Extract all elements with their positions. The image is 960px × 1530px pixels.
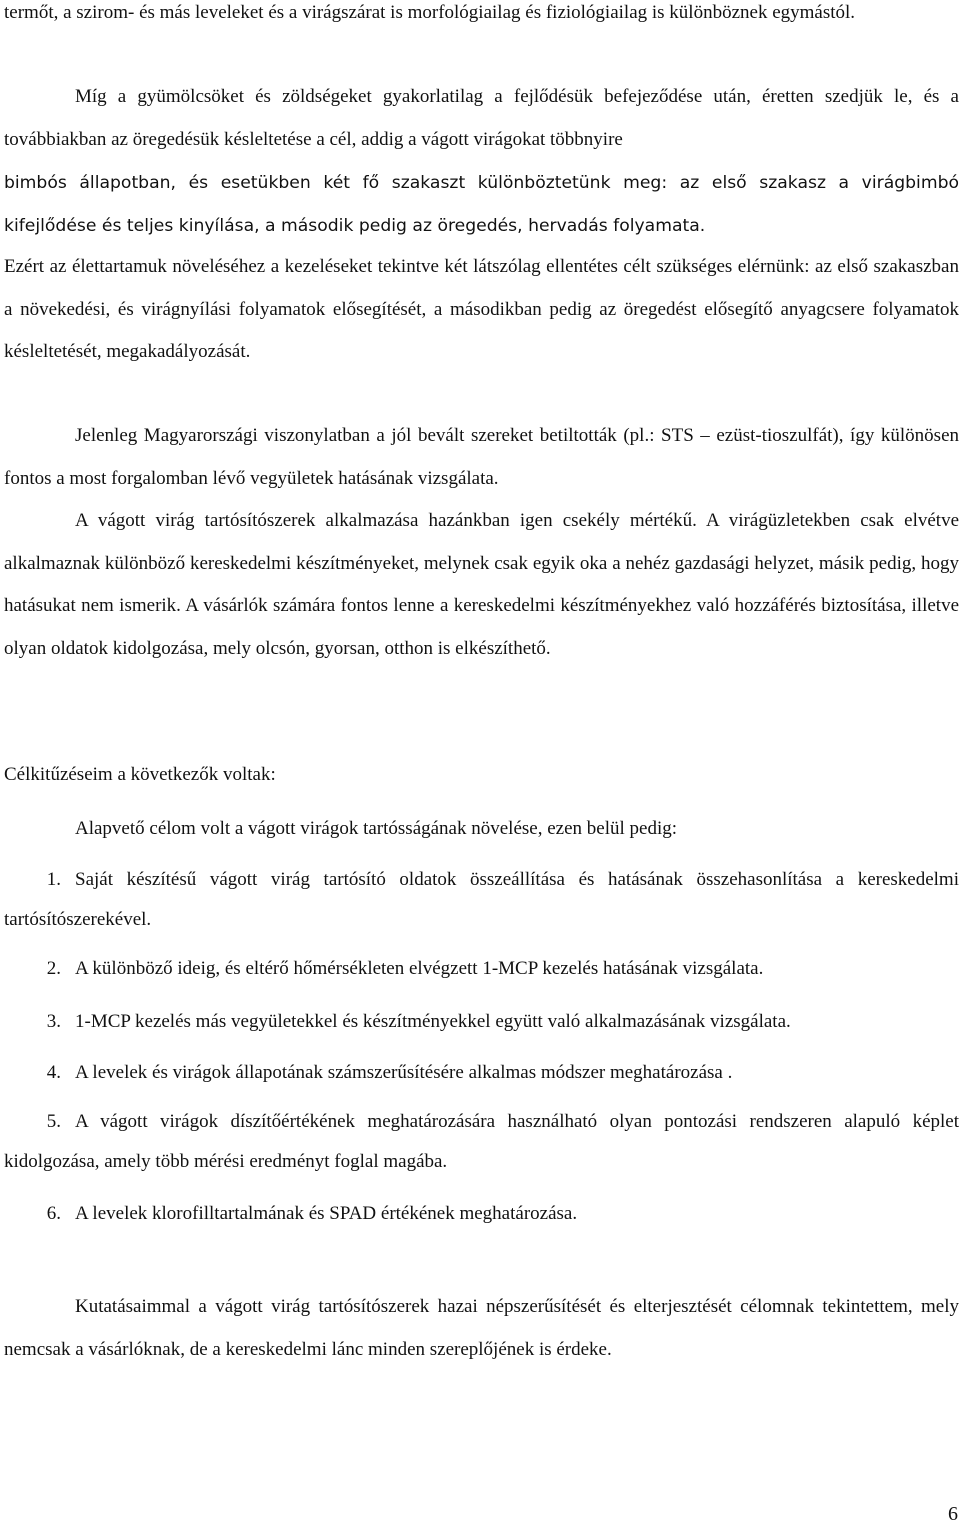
- list-number: 3.: [46, 1011, 61, 1032]
- list-item-text: A különböző ideig, és eltérő hőmérsékleten elvégzett 1-MCP kezelés hatásának vizsgálata.: [75, 958, 764, 979]
- list-item: [4, 1102, 959, 1182]
- section-heading: Célkitűzéseim a következők voltak:: [4, 764, 276, 785]
- paragraph-lifespan: Ezért az élettartamuk növeléséhez a kezeléseket tekintve két látszólag ellentétes célt szükséges elérnünk: az első szakaszban a növekedési, és virágnyílási folyamatok elősegítését, a másodikban pedig az öregedést elősegítő anyagcsere folyamatok késleltetését, megakadályozását.: [4, 256, 959, 362]
- list-number: 1.: [46, 869, 61, 890]
- list-number: 4.: [46, 1062, 61, 1083]
- paragraph-sts-ban: Jelenleg Magyarországi viszonylatban a jól bevált szereket betiltották (pl.: STS – ezüst-tioszulfát), így különösen fontos a most forgalomban lévő vegyületek hatásának vizsgálata.: [4, 425, 959, 489]
- list-number: 2.: [46, 958, 61, 979]
- list-item: [4, 1203, 959, 1225]
- list-item-text: A vágott virágok díszítőértékének meghatározására használható olyan pontozási rendszeren alapuló képlet kidolgozása, amely több mérési eredményt foglal magába.: [4, 1111, 959, 1172]
- paragraph-preservatives: A vágott virág tartósítószerek alkalmazása hazánkban igen csekély mértékű. A virágüzletekben csak elvétve alkalmaznak különböző kereskedelmi készítményeket, melynek csak egyik oka a nehéz gazdasági helyzet, másik pedig, hogy hatásukat nem ismerik. A vásárlók számára fontos lenne a kereskedelmi készítményekhez való hozzáférés biztosítása, illetve olyan oldatok kidolgozása, mely olcsón, gyorsan, otthon is elkészíthető.: [4, 510, 959, 659]
- page-number: 6: [948, 1503, 958, 1525]
- list-item: [4, 1062, 959, 1084]
- paragraph-continuation: termőt, a szirom- és más leveleket és a virágszárat is morfológiailag és fiziológiailag is különböznek egymástól.: [4, 2, 856, 23]
- list-number: 5.: [46, 1111, 61, 1132]
- paragraph-harvest-serif: Míg a gyümölcsöket és zöldségeket gyakorlatilag a fejlődésük befejeződése után, éretten szedjük le, és a továbbiakban az öregedésük késleltetése a cél, addig a vágott virágokat többnyire: [4, 86, 959, 150]
- list-item-text: Saját készítésű vágott virág tartósító oldatok összeállítása és hatásának összehasonlítása a kereskedelmi tartósítószerekével.: [4, 869, 959, 930]
- list-item-text: 1-MCP kezelés más vegyületekkel és készítményekkel együtt való alkalmazásának vizsgálata.: [75, 1011, 791, 1032]
- list-item: [4, 958, 959, 980]
- list-number: 6.: [46, 1203, 61, 1224]
- list-item-text: A levelek és virágok állapotának számszerűsítésére alkalmas módszer meghatározása .: [75, 1062, 733, 1083]
- paragraph-harvest-sans: bimbós állapotban, és esetükben két fő szakaszt különböztetünk meg: az első szakasz a virágbimbó kifejlődése és teljes kinyílása, a második pedig az öregedés, hervadás folyamata.: [4, 173, 959, 236]
- goal-intro: Alapvető célom volt a vágott virágok tartósságának növelése, ezen belül pedig:: [75, 818, 677, 839]
- list-item: [4, 1011, 959, 1033]
- list-item: [4, 860, 959, 940]
- list-item-text: A levelek klorofilltartalmának és SPAD értékének meghatározása.: [75, 1203, 578, 1224]
- paragraph-closing: Kutatásaimmal a vágott virág tartósítószerek hazai népszerűsítését és elterjesztését célomnak tekintettem, mely nemcsak a vásárlóknak, de a kereskedelmi lánc minden szereplőjének is érdeke.: [4, 1296, 959, 1360]
